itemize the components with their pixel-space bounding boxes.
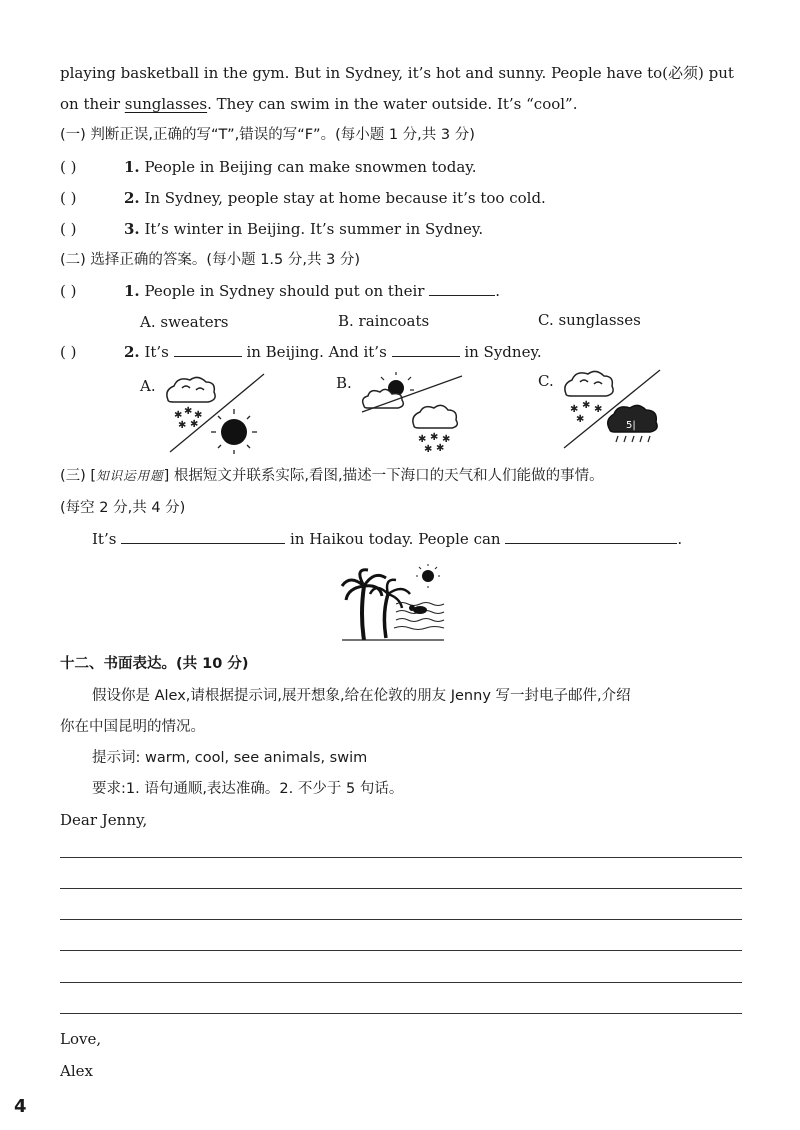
option-a-sweaters[interactable]: A. sweaters — [140, 313, 229, 331]
cloud-icon — [167, 377, 215, 402]
writing-line-6[interactable] — [60, 1013, 742, 1014]
part1-item-2 — [60, 188, 546, 208]
snowflake-icon — [418, 432, 450, 454]
cloud-icon — [413, 405, 457, 428]
sun-icon — [211, 409, 257, 454]
answer-blank[interactable] — [505, 529, 677, 544]
beach-picture — [340, 564, 450, 642]
question-number: 3. — [124, 220, 140, 238]
writing-line-3[interactable] — [60, 919, 742, 920]
question-text: In Sydney, people stay at home because it’s too cold. — [144, 189, 546, 207]
bracket-open: (三) [ — [60, 468, 97, 484]
writing-line-2[interactable] — [60, 888, 742, 889]
passage-text: . They can swim in the water outside. It’s “cool”. — [207, 95, 578, 113]
option-c-sunglasses[interactable]: C. sunglasses — [538, 311, 641, 329]
option-b-label[interactable]: B. — [336, 374, 352, 392]
writing-line-4[interactable] — [60, 950, 742, 951]
snowflake-icon — [174, 406, 202, 431]
svg-text:✱: ✱ — [184, 406, 193, 417]
knowledge-tag: 知识运用题 — [96, 468, 164, 483]
section12-requirements: 要求:1. 语句通顺,表达准确。2. 不少于 5 句话。 — [92, 781, 404, 797]
answer-blank[interactable] — [392, 342, 460, 357]
punctuation: . — [495, 282, 501, 300]
answer-blank[interactable] — [429, 281, 495, 296]
section12-title: 十二、书面表达。(共 10 分) — [60, 656, 249, 672]
question-text: People in Sydney should put on their — [144, 282, 425, 300]
question-number: 2. — [124, 189, 140, 207]
weather-picture-b — [356, 370, 468, 454]
section12-hint: 提示词: warm, cool, see animals, swim — [92, 750, 368, 766]
part1-item-3 — [60, 219, 483, 239]
part1-heading: (一) 判断正误,正确的写“T”,错误的写“F”。(每小题 1 分,共 3 分) — [60, 127, 475, 143]
letter-greeting: Dear Jenny, — [60, 811, 148, 829]
option-b-raincoats[interactable]: B. raincoats — [338, 312, 430, 330]
palm-tree-icon — [342, 570, 410, 640]
question-text: People in Beijing can make snowmen today. — [144, 158, 477, 176]
answer-paren[interactable]: ( ) — [60, 220, 77, 238]
part3-instruction: ] 根据短文并联系实际,看图,描述一下海口的天气和人们能做的事情。 — [163, 468, 604, 484]
answer-paren[interactable]: ( ) — [60, 189, 77, 207]
part2-heading: (二) 选择正确的答案。(每小题 1.5 分,共 3 分) — [60, 252, 361, 268]
answer-paren[interactable]: ( ) — [60, 282, 77, 300]
part3-sentence — [92, 529, 682, 549]
svg-text:✱: ✱ — [594, 404, 603, 415]
part3-heading-2: (每空 2 分,共 4 分) — [60, 500, 186, 516]
option-c-label[interactable]: C. — [538, 372, 554, 390]
writing-line-5[interactable] — [60, 982, 742, 983]
svg-text:✱: ✱ — [190, 419, 199, 430]
page-number: 4 — [14, 1096, 27, 1117]
svg-text:✱: ✱ — [194, 410, 203, 421]
sentence-text: in Haikou today. People can — [289, 530, 501, 548]
question-number: 1. — [124, 282, 140, 300]
passage-text: playing basketball in the gym. But in Sydney, it’s hot and sunny. People have to(必须) put — [60, 64, 734, 82]
question-text: in Sydney. — [464, 343, 542, 361]
question-text: It’s winter in Beijing. It’s summer in Sydney. — [144, 220, 484, 238]
rain-cloud-glyph: 5| — [626, 420, 636, 431]
svg-text:✱: ✱ — [418, 434, 427, 445]
weather-picture-a — [160, 372, 270, 454]
svg-text:✱: ✱ — [582, 400, 591, 411]
svg-text:✱: ✱ — [174, 410, 183, 421]
question-number: 2. — [124, 343, 140, 361]
section12-para-1: 假设你是 Alex,请根据提示词,展开想象,给在伦敦的朋友 Jenny 写一封电子邮件,介绍 — [92, 688, 631, 704]
letter-signature: Alex — [60, 1062, 93, 1080]
svg-text:✱: ✱ — [442, 434, 451, 445]
question-text: It’s — [144, 343, 169, 361]
svg-text:✱: ✱ — [576, 414, 585, 425]
svg-text:✱: ✱ — [178, 420, 187, 431]
cloud-icon — [565, 371, 613, 396]
section12-para-2: 你在中国昆明的情况。 — [60, 719, 205, 735]
option-a-label[interactable]: A. — [140, 377, 156, 395]
part1-item-1 — [60, 157, 477, 177]
question-number: 1. — [124, 158, 140, 176]
answer-blank[interactable] — [174, 342, 242, 357]
svg-text:✱: ✱ — [570, 404, 579, 415]
punctuation: . — [677, 530, 683, 548]
rain-cloud-icon — [608, 405, 657, 442]
passage-text: on their — [60, 95, 125, 113]
weather-picture-c — [560, 368, 664, 452]
part2-q2 — [60, 342, 542, 362]
sun-icon — [416, 564, 440, 588]
writing-line-1[interactable] — [60, 857, 742, 858]
letter-closing: Love, — [60, 1030, 102, 1048]
question-text: in Beijing. And it’s — [246, 343, 387, 361]
passage-line-1 — [60, 63, 734, 83]
svg-text:✱: ✱ — [424, 444, 433, 454]
svg-text:✱: ✱ — [436, 443, 445, 454]
answer-paren[interactable]: ( ) — [60, 343, 77, 361]
swimmer-icon — [409, 605, 427, 614]
part2-q1 — [60, 281, 500, 301]
passage-line-2 — [60, 94, 578, 114]
underlined-word: sunglasses — [124, 95, 208, 113]
answer-paren[interactable]: ( ) — [60, 158, 77, 176]
answer-blank[interactable] — [121, 529, 285, 544]
sentence-text: It’s — [92, 530, 117, 548]
part3-heading — [60, 466, 604, 486]
svg-text:✱: ✱ — [430, 432, 439, 443]
